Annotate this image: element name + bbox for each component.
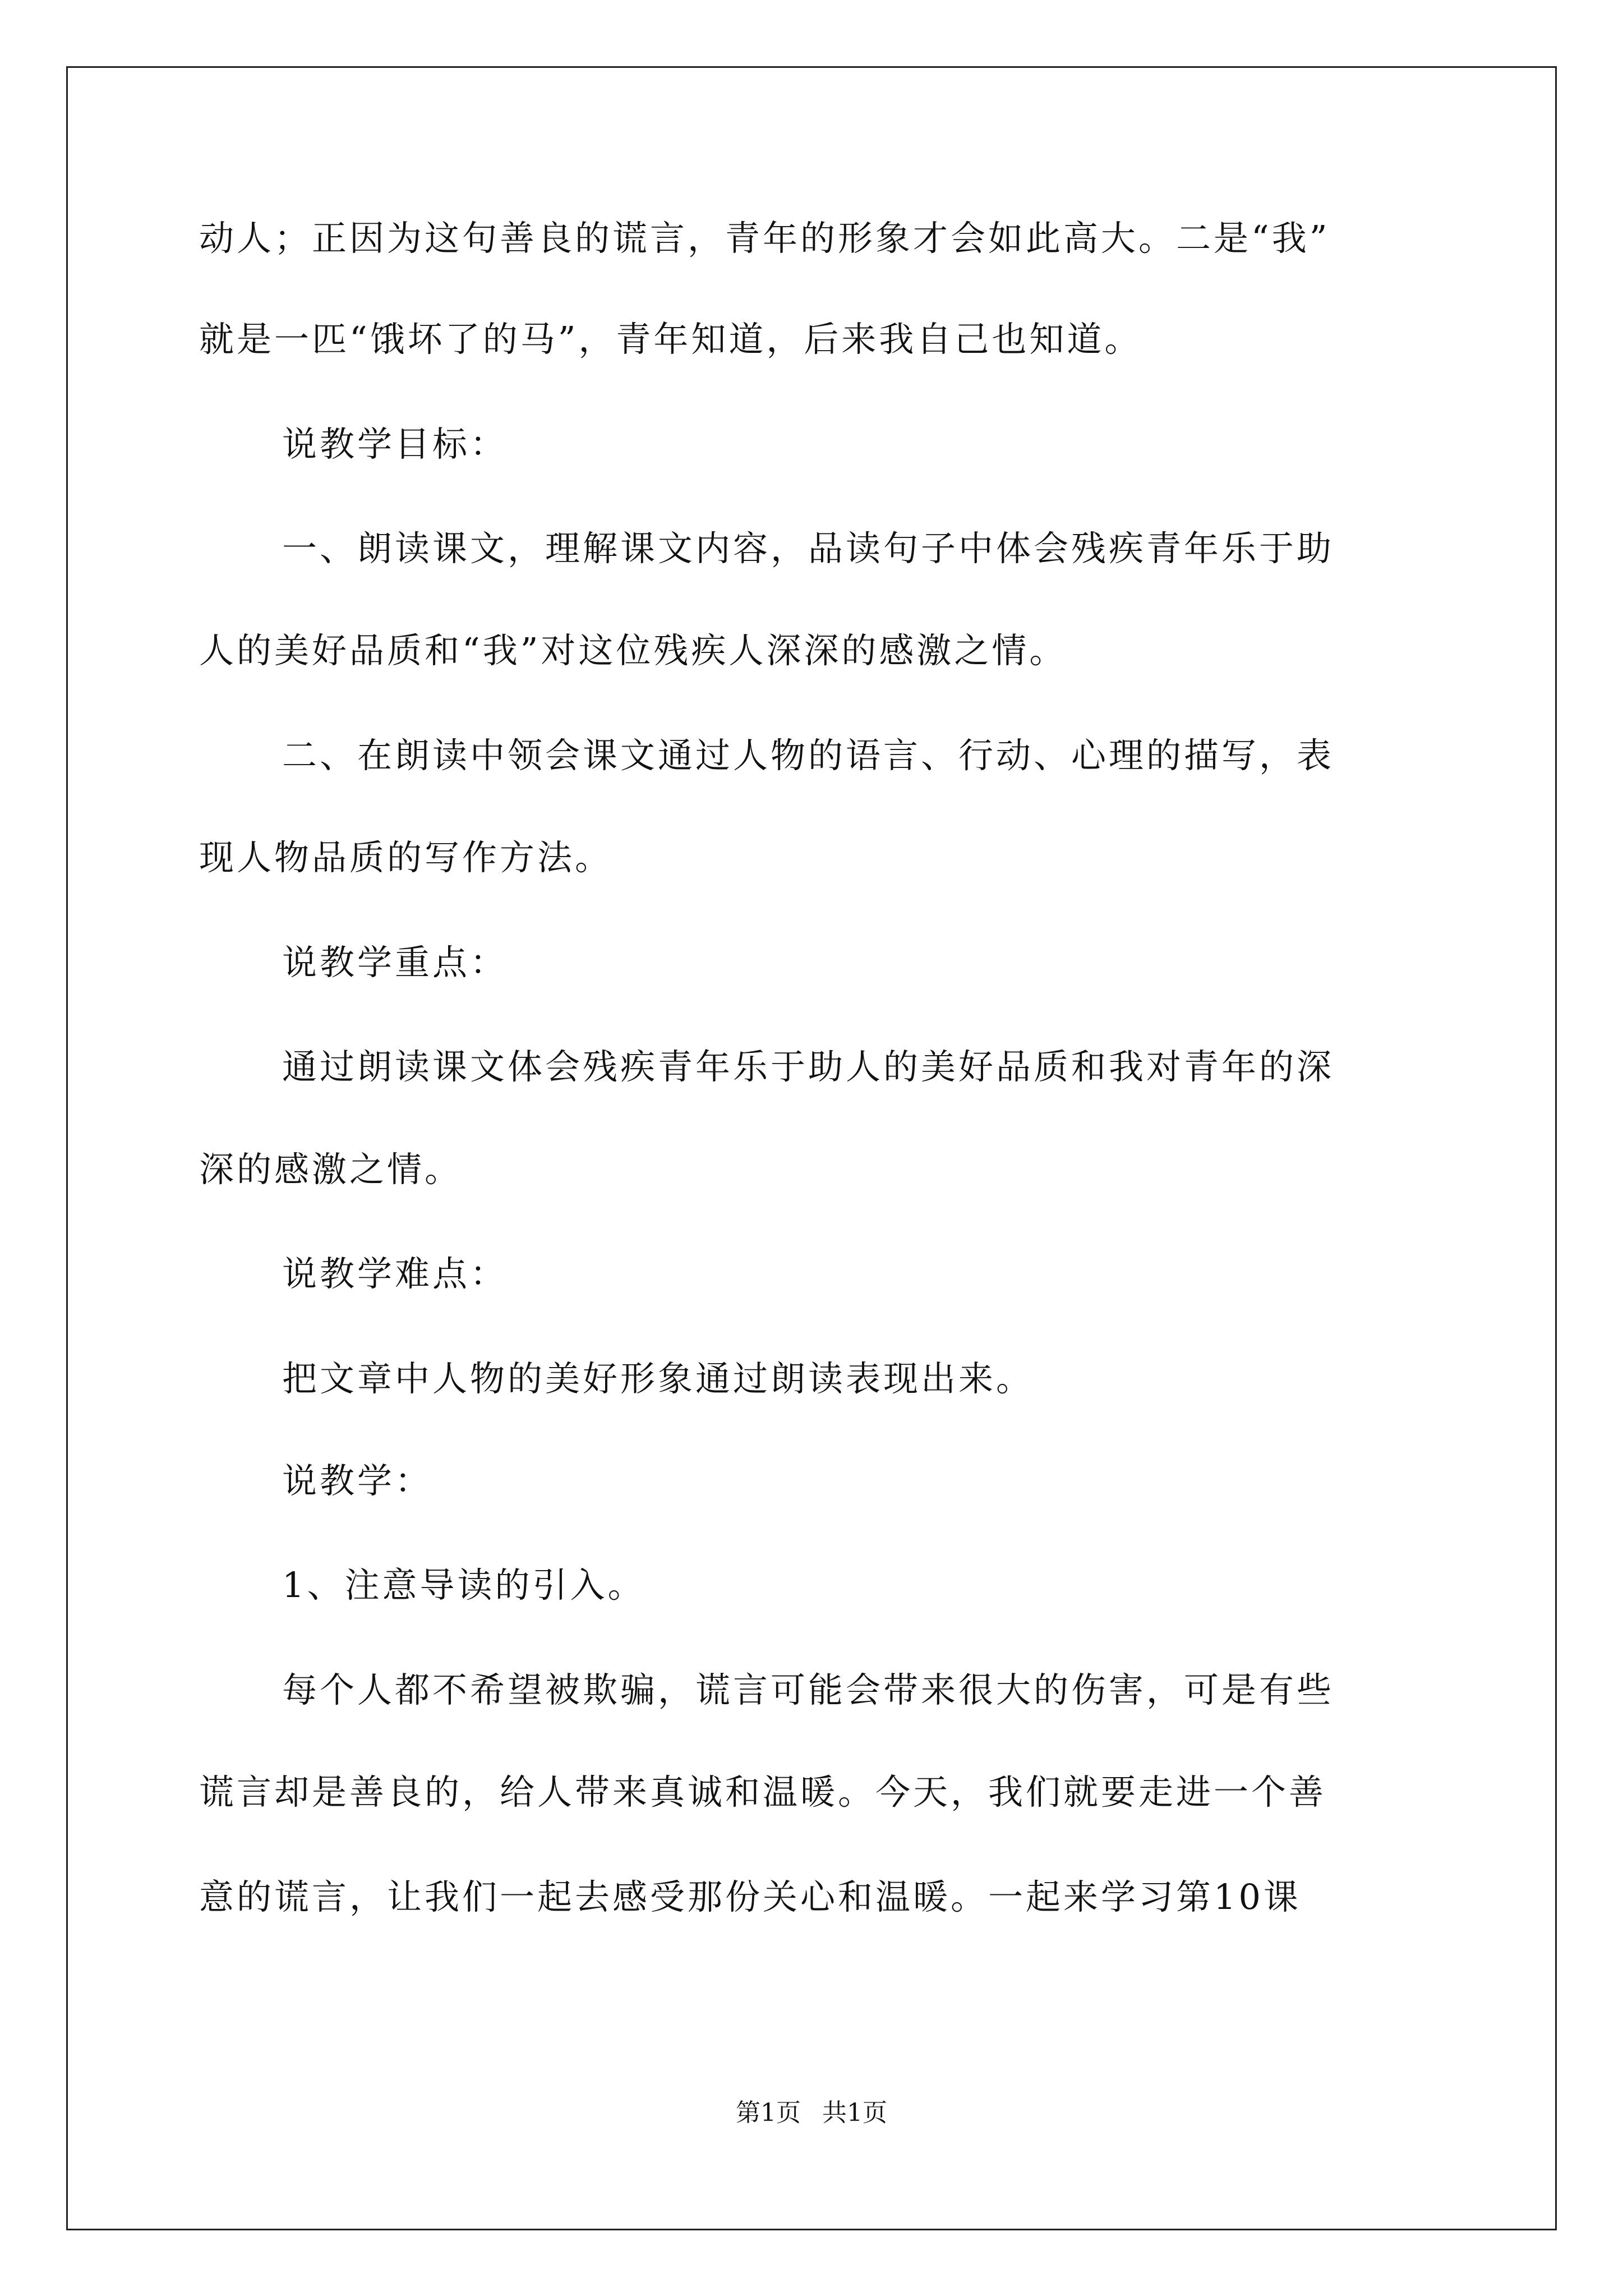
section-heading: 说教学： (282, 1460, 433, 1501)
text-line: 每个人都不希望被欺骗，谎言可能会带来很大的伤害，可是有些 (282, 1669, 1335, 1710)
text-line: 把文章中人物的美好形象通过朗读表现出来。 (282, 1358, 1034, 1399)
text-line: 深的感激之情。 (199, 1149, 463, 1190)
list-item: 1、注意导读的引入。 (282, 1565, 645, 1605)
page-number-total: 共1页 (822, 2099, 887, 2127)
text-line: 通过朗读课文体会残疾青年乐于助人的美好品质和我对青年的深 (282, 1046, 1335, 1087)
text-line: 意的谎言，让我们一起去感受那份关心和温暖。一起来学习第10课 (199, 1876, 1301, 1917)
section-heading: 说教学目标： (282, 424, 508, 464)
text-line: 一、朗读课文，理解课文内容，品读句子中体会残疾青年乐于助 (282, 528, 1335, 569)
text-line: 就是一匹“饿坏了的马”，青年知道，后来我自己也知道。 (199, 319, 1142, 360)
page-number-current: 第1页 (736, 2099, 801, 2127)
text-line: 二、在朗读中领会课文通过人物的语言、行动、心理的描写，表 (282, 735, 1335, 776)
section-heading: 说教学难点： (282, 1253, 508, 1294)
text-line: 人的美好品质和“我”对这位残疾人深深的感激之情。 (199, 630, 1067, 671)
text-line: 现人物品质的写作方法。 (199, 837, 613, 878)
section-heading: 说教学重点： (282, 942, 508, 983)
text-line: 谎言却是善良的，给人带来真诚和温暖。今天，我们就要走进一个善 (199, 1772, 1327, 1812)
page-footer (0, 2096, 1623, 2130)
text-line: 动人；正因为这句善良的谎言，青年的形象才会如此高大。二是“我” (199, 218, 1330, 259)
